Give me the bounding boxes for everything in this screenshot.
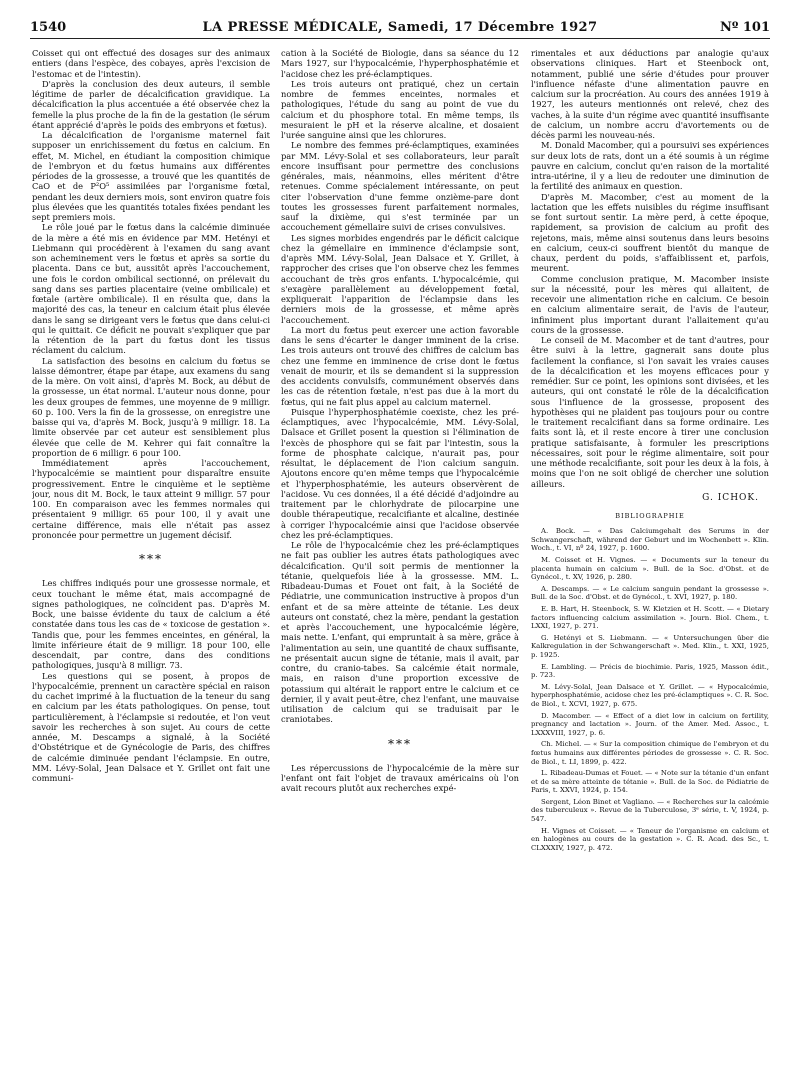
bibliography-entry: A. Descamps. — « Le calcium sanguin pendant la grossesse ». Bull. de la Soc. d'Obst. et de Gynécol., t. XVI, 1927, p. 180. bbox=[531, 584, 769, 602]
bibliography-entry: M. Coisset et H. Vignes. — « Documents sur la teneur du placenta humain en calcium ». Bull. de la Soc. d'Obst. et de Gynécol., t. XV, 1926, p. 280. bbox=[531, 556, 769, 582]
paragraph: Le conseil de M. Macomber et de tant d'autres, pour être suivi à la lettre, gagnerait sans doute plus facilement la confiance, si l'on savait les vraies causes de la décalcification et les moyens efficaces pour y remédier. Sur ce point, les opinions sont divisées, et les auteurs, qui ont constaté le rôle de la décalcification sous l'influence de la grossesse, proposent des hypothèses qui ne plaident pas toujours pour ou contre le traitement recalcifiant dans sa forme ordinaire. Les faits sont là, et il reste encore à tirer une conclusion pratique satisfaisante, à formuler les prescriptions nécessaires, soit pour le régime alimentaire, soit pour une méthode recalcifiante, soit pour les deux à la fois, à moins que l'on ne soit obligé de chercher une solution ailleurs. bbox=[531, 335, 769, 489]
paragraph: Immédiatement après l'accouchement, l'hypocalcémie se maintient pour disparaître ensuite progressivement. Entre le cinquième et le septième jour, nous dit M. Bock, le taux atteint 9 milligr. 57 pour 100. En comparaison avec les femmes normales qui présentaient 9 milligr. 65 pour 100, il y avait une certaine différence, mais elle n'était pas assez prononcée pour permettre un jugement décisif. bbox=[32, 458, 270, 540]
paragraph: Les trois auteurs ont pratiqué, chez un certain nombre de femmes enceintes, normales et pathologiques, l'étude du sang au point de vue du calcium et du phosphore total. En même temps, ils mesuraient le pH et la réserve alcaline, et dosaient l'urée sanguine ainsi que les chlorures. bbox=[281, 78, 519, 140]
paragraph: Les chiffres indiqués pour une grossesse normale, et ceux touchant le même état, mais accompagné de signes pathologiques, ne coïncident pas. D'après M. Bock, une baisse évidente du taux de calcium a été constatée dans tous les cas de « toxicose de gestation ». Tandis que, pour les femmes enceintes, en général, la limite inférieure était de 9 milligr. 18 pour 100, elle descendait, par contre, dans des conditions pathologiques, jusqu'à 8 milligr. 73. bbox=[32, 578, 270, 671]
journal-title: LA PRESSE MÉDICALE, Samedi, 17 Décembre 1927 bbox=[202, 20, 598, 35]
paragraph: D'après la conclusion des deux auteurs, il semble légitime de parler de décalcification gravidique. La décalcification la plus accentuée a été observée chez la femelle la plus proche de la fin de la gestation (le sérum étant apprécié d'après le poids des embryons et fœtus). bbox=[32, 78, 270, 130]
column-3 bbox=[531, 48, 769, 1073]
author-signature: G. ICHOK. bbox=[702, 492, 759, 503]
bibliography-entry: A. Bock. — « Das Calciumgehalt des Serums in der Schwangerschaft, während der Geburt und im Wochenbett ». Klin. Woch., t. VI, nº 24, 1927, p. 1600. bbox=[531, 527, 769, 553]
bibliography-entry: E. Lambling. — Précis de biochimie. Paris, 1925, Masson édit., p. 723. bbox=[531, 662, 769, 680]
bibliography-title: BIBLIOGRAPHIE bbox=[615, 512, 685, 520]
paragraph: Puisque l'hyperphosphatémie coexiste, chez les pré-éclamptiques, avec l'hypocalcémie, MM. Lévy-Solal, Dalsace et Grillet posent la question si l'élimination de l'excès de phosphore qui se fait par l'intestin, sous la forme de phosphate calcique, n'aurait pas, pour résultat, le déplacement de l'ion calcium sanguin. Ajoutons encore qu'en même temps que l'hypocalcémie et l'hyperphosphatémie, les auteurs observèrent de l'acidose. Vu ces données, il a été décidé d'adjoindre au traitement par le chlorhydrate de pilocarpine une double thérapeutique, recalcifiante et alcaline, destinée à corriger l'hypocalcémie ainsi que l'acidose observée chez les pré-éclamptiques. bbox=[281, 406, 519, 540]
paragraph: M. Donald Macomber, qui a poursuivi ses expériences sur deux lots de rats, dont un a été soumis à un régime pauvre en calcium, conclut qu'en raison de la mortalité intra-utérine, il y a lieu de redouter une diminution de la fertilité des animaux en question. bbox=[531, 140, 769, 192]
paragraph: Les répercussions de l'hypocalcémie de la mère sur l'enfant ont fait l'objet de travaux américains où l'on avait recours plutôt aux recherches expé- bbox=[281, 762, 519, 794]
bibliography-entry: L. Ribadeau-Dumas et Fouet. — « Note sur la tétanie d'un enfant et de sa mère atteinte de tétanie ». Bull. de la Soc. de Pédiatrie de Paris, t. XXVI, 1924, p. 154. bbox=[531, 769, 769, 795]
bibliography-entry: E. B. Hart, H. Steenbock, S. W. Kletzien et H. Scott. — « Dietary factors influencing calcium assimilation ». Journ. Biol. Chem., t. LXXI, 1927, p. 271. bbox=[531, 605, 769, 631]
column-1 bbox=[32, 48, 270, 1073]
bibliography-entry: D. Macomber. — « Effect of a diet low in calcium on fertility, pregnancy and lactation ». Journ. of the Amer. Med. Assoc., t. LXXXVIII, 1927, p. 6. bbox=[531, 711, 769, 737]
bibliography bbox=[531, 527, 769, 852]
paragraph: La décalcification de l'organisme maternel fait supposer un enrichissement du fœtus en calcium. En effet, M. Michel, en étudiant la composition chimique de l'embryon et du fœtus humains aux différentes périodes de la grossesse, a trouvé que les quantités de CaO et de P²O⁵ assimilées par l'organisme fœtal, pendant les deux derniers mois, sont environ quatre fois plus élevées que les quantités totales fixées pendant les sept premiers mois. bbox=[32, 130, 270, 222]
issue-number: Nº 101 bbox=[719, 20, 770, 35]
column-2 bbox=[281, 48, 519, 1073]
paragraph: Les questions qui se posent, à propos de l'hypocalcémie, prennent un caractère spécial en raison du cachet imprimé à la fluctuation de la teneur du sang en calcium par les états pathologiques. On pense, tout particulièrement, à l'éclampsie si redoutée, et l'on veut savoir les recherches à son sujet. Au cours de cette année, M. Descamps a signalé, à la Société d'Obstétrique et de Gynécologie de Paris, des chiffres de calcémie diminuée pendant l'éclampsie. En outre, MM. Lévy-Solal, Jean Dalsace et Y. Grillet ont fait une communi- bbox=[32, 670, 270, 783]
section-separator: *** bbox=[388, 736, 412, 751]
paragraph: Le rôle joué par le fœtus dans la calcémie diminuée de la mère a été mis en évidence par MM. Hetényi et Liebmann qui procédèrent à l'examen du sang avant son acheminement vers le fœtus et après sa sortie du placenta. Dans ce but, aussitôt après l'accouchement, une fois le cordon ombilical sectionné, on prélevait du sang dans ses parties placentaire (veine ombilicale) et fœtale (artère ombilicale). Il en résulta que, dans la majorité des cas, la teneur en calcium était plus élevée dans le sang se dirigeant vers le fœtus que dans celui-ci qui le quittait. Ce déficit ne pouvait s'expliquer que par la rétention de la part du fœtus dont les tissus réclament du calcium. bbox=[32, 222, 270, 356]
bibliography-entry: G. Hetényi et S. Liebmann. — « Untersuchungen über die Kalkregulation in der Schwangerschaft ». Med. Klin., t. XXI, 1925, p. 1925. bbox=[531, 633, 769, 659]
paragraph: cation à la Société de Biologie, dans sa séance du 12 Mars 1927, sur l'hypocalcémie, l'hyperphosphatémie et l'acidose chez les pré-éclamptiques. bbox=[281, 48, 519, 79]
bibliography-entry: H. Vignes et Coisset. — « Teneur de l'organisme en calcium et en halogènes au cours de la gestation ». C. R. Acad. des Sc., t. CLXXXIV, 1927, p. 472. bbox=[531, 826, 769, 852]
paragraph: rimentales et aux déductions par analogie qu'aux observations cliniques. Hart et Steenbock ont, notamment, publié une série d'études pour prouver l'influence néfaste d'une alimentation pauvre en calcium sur la procréation. Au cours des années 1919 à 1927, les auteurs mentionnés ont relevé, chez des vaches, à la suite d'un régime avec quantité insuffisante de calcium, un nombre accru d'avortements ou de décès parmi les nouveau-nés. bbox=[531, 48, 769, 140]
paragraph: La mort du fœtus peut exercer une action favorable dans le sens d'écarter le danger imminent de la crise. Les trois auteurs ont trouvé des chiffres de calcium bas chez une femme en imminence de crise dont le fœtus venait de mourir, et ils se demandent si la suppression des accidents convulsifs, communément observés dans les cas de rétention fœtale, n'est pas due à la mort du fœtus, qui ne fait plus appel au calcium maternel. bbox=[281, 324, 519, 407]
paragraph: Le nombre des femmes pré-éclamptiques, examinées par MM. Lévy-Solal et ses collaborateurs, leur paraît encore insuffisant pour permettre des conclusions générales, mais, néanmoins, elles méritent d'être retenues. Comme spécialement intéressante, on peut citer l'observation d'une femme onzième-pare dont toutes les grossesses furent parfaitement normales, sauf la dixième, qui s'est terminée par un accouchement gémellaire suivi de crises convulsives. bbox=[281, 140, 519, 233]
bibliography-entry: Ch. Michel. — « Sur la composition chimique de l'embryon et du fœtus humains aux différentes périodes de grossesse ». C. R. Soc. de Biol., t. LI, 1899, p. 422. bbox=[531, 740, 769, 766]
bibliography-entry: M. Lévy-Solal, Jean Dalsace et Y. Grillet. — « Hypocalcémie, hyperphosphatémie, acidose chez les pré-éclamptiques ». C. R. Soc. de Biol., t. XCVI, 1927, p. 675. bbox=[531, 682, 769, 708]
paragraph: Comme conclusion pratique, M. Macomber insiste sur la nécessité, pour les mères qui allaitent, de recevoir une alimentation riche en calcium. Ce besoin en calcium alimentaire serait, de l'avis de l'auteur, infiniment plus important durant l'allaitement qu'au cours de la grossesse. bbox=[531, 273, 769, 335]
paragraph: Coisset qui ont effectué des dosages sur des animaux entiers (dans l'espèce, des cobayes, après l'excision de l'estomac et de l'intestin). bbox=[32, 48, 270, 79]
bibliography-entry: Sergent, Léon Binet et Vagliano. — « Recherches sur la calcémie des tuberculeux ». Revue de la Tuberculose, 3ᵉ série, t. V, 1924, p. 547. bbox=[531, 797, 769, 824]
paragraph: La satisfaction des besoins en calcium du fœtus se laisse démontrer, étape par étape, aux examens du sang de la mère. On voit ainsi, d'après M. Bock, au début de la grossesse, un état normal. L'auteur nous donne, pour les deux groupes de femmes, une moyenne de 9 milligr. 60 p. 100. Vers la fin de la grossesse, on enregistre une baisse qui va, d'après M. Bock, jusqu'à 9 milligr. 18. La limite observée par cet auteur est sensiblement plus élevée que celle de M. Kehrer qui fait connaître la proportion de 6 milligr. 6 pour 100. bbox=[32, 355, 270, 458]
page-number: 1540 bbox=[30, 20, 67, 35]
section-separator: *** bbox=[139, 552, 163, 566]
paragraph: Le rôle de l'hypocalcémie chez les pré-éclamptiques ne fait pas oublier les autres états pathologiques avec décalcification. Qu'il soit permis de mentionner la tétanie, quelquefois liée à la grossesse. MM. L. Ribadeau-Dumas et Fouet ont fait, à la Société de Pédiatrie, une communication instructive à propos d'un enfant et de sa mère atteinte de tétanie. Les deux auteurs ont constaté, chez la mère, pendant la gestation et après l'accouchement, une hypocalcémie légère, mais nette. L'enfant, qui empruntait à sa mère, grâce à l'alimentation au sein, une quantité de chaux suffisante, ne présentait aucun signe de tétanie, mais il avait, par contre, du cranio-tabes. Sa calcémie était normale, mais, en raison d'une proportion excessive de potassium qui altérait le rapport entre le calcium et ce dernier, il y avait peut-être, chez l'enfant, une mauvaise utilisation de calcium qui se traduisait par le craniotabes. bbox=[281, 540, 519, 725]
paragraph: D'après M. Macomber, c'est au moment de la lactation que les effets nuisibles du régime insuffisant se font surtout sentir. La mère perd, à cette époque, rapidement, sa provision de calcium au profit des rejetons, mais, même ainsi soutenus dans leurs besoins en calcium, ceux-ci souffrent bientôt du manque de chaux, perdent du poids, s'affaiblissent et, parfois, meurent. bbox=[531, 191, 769, 274]
page-header bbox=[30, 18, 770, 39]
paragraph: Les signes morbides engendrés par le déficit calcique chez la gémellaire en imminence d'éclampsie sont, d'après MM. Lévy-Solal, Jean Dalsace et Y. Grillet, à rapprocher des crises que l'on observe chez les femmes accouchant de très gros enfants. L'hypocalcémie, qui s'exagère parallèlement au développement fœtal, expliquerait l'apparition de l'éclampsie dans les derniers mois de la grossesse, et même après l'accouchement. bbox=[281, 232, 519, 325]
